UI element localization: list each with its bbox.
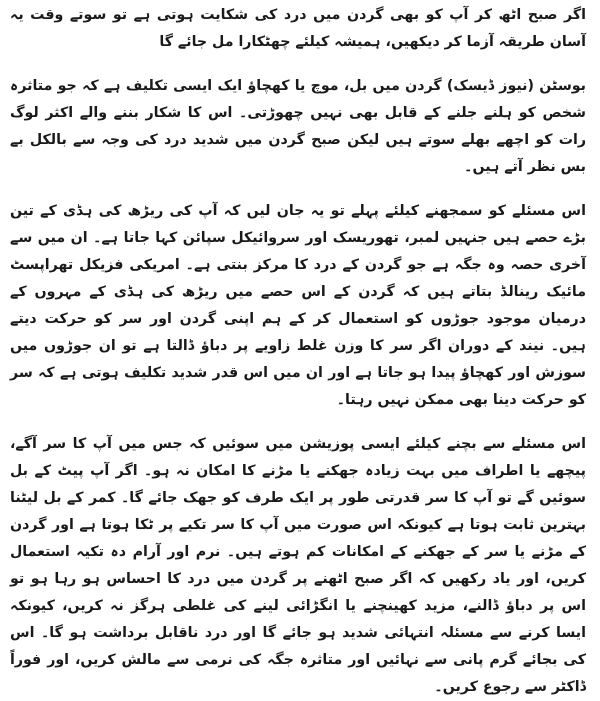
article-paragraph-advice: اس مسئلے سے بچنے کیلئے ایسی پوزیشن میں سوئیں کہ جس میں آپ کا سر آگے، پیچھے یا اطراف میں بہت زیادہ جھکنے یا مڑنے کا امکان نہ ہو۔ اگر آپ پیٹ کے بل سوئیں گے تو آپ کا سر قدرتی طور پر ایک طرف کو جھک جائے گا۔ کمر کے بل لیٹنا بہترین ثابت ہوتا ہے کیونکہ اس صورت میں آپ کا سر تکیے پر ٹکا ہوتا ہے اور گردن کے مڑنے یا سر کے جھکنے کے امکانات کم ہوتے ہیں۔ نرم اور آرام دہ تکیہ استعمال کریں، اور یاد رکھیں کہ اگر صبح اٹھنے پر گردن میں درد کا احساس ہو رہا ہو تو اس پر دباؤ ڈالنے، مزید کھینچنے یا انگڑائی لینے کی غلطی ہرگز نہ کریں، کیونکہ ایسا کرنے سے مسئلہ انتہائی شدید ہو جائے گا اور درد ناقابل برداشت ہو گا۔ اس کی بجائے گرم پانی سے نہائیں اور متاثرہ جگہ کی نرمی سے مالش کریں، اور فوراً ڈاکٹر سے رجوع کریں۔	[10, 436, 586, 695]
article-headline: اگر صبح اٹھ کر آپ کو بھی گردن میں درد کی شکایت ہوتی ہے تو سوتے وقت یہ آسان طریقہ آزما کر دیکھیں، ہمیشہ کیلئے چھٹکارا مل جائے گا	[10, 7, 586, 50]
article-paragraph-anatomy: اس مسئلے کو سمجھنے کیلئے پہلے تو یہ جان لیں کہ آپ کی ریڑھ کی ہڈی کے تین بڑے حصے ہیں جنہیں لمبر، تھوریسک اور سروائیکل سپائن کہا جاتا ہے۔ ان میں سے آخری حصہ وہ جگہ ہے جو گردن کے درد کا مرکز بنتی ہے۔ امریکی فزیکل تھراپسٹ مائیک رینالڈ بتاتے ہیں کہ گردن کے اس حصے میں ریڑھ کی ہڈی کے مہروں کے درمیان موجود جوڑوں کو استعمال کر کے ہم اپنی گردن اور سر کو حرکت دیتے ہیں۔ نیند کے دوران اگر سر کا وزن غلط زاویے پر دباؤ ڈالتا ہے تو ان جوڑوں میں سوزش اور کھچاؤ پیدا ہو جاتا ہے اور ان میں اس قدر شدید تکلیف ہوتی ہے کہ سر کو حرکت دینا بھی ممکن نہیں رہتا۔	[10, 203, 586, 408]
article-paragraph-intro: بوسٹن (نیوز ڈیسک) گردن میں بل، موچ یا کھچاؤ ایک ایسی تکلیف ہے کہ جو متاثرہ شخص کو ہلنے جلنے کے قابل بھی نہیں چھوڑتی۔ اس کا شکار بننے والے اکثر لوگ رات کو اچھے بھلے سوتے ہیں لیکن صبح گردن میں شدید درد کی وجہ سے بالکل بے بس نظر آتے ہیں۔	[10, 78, 586, 175]
